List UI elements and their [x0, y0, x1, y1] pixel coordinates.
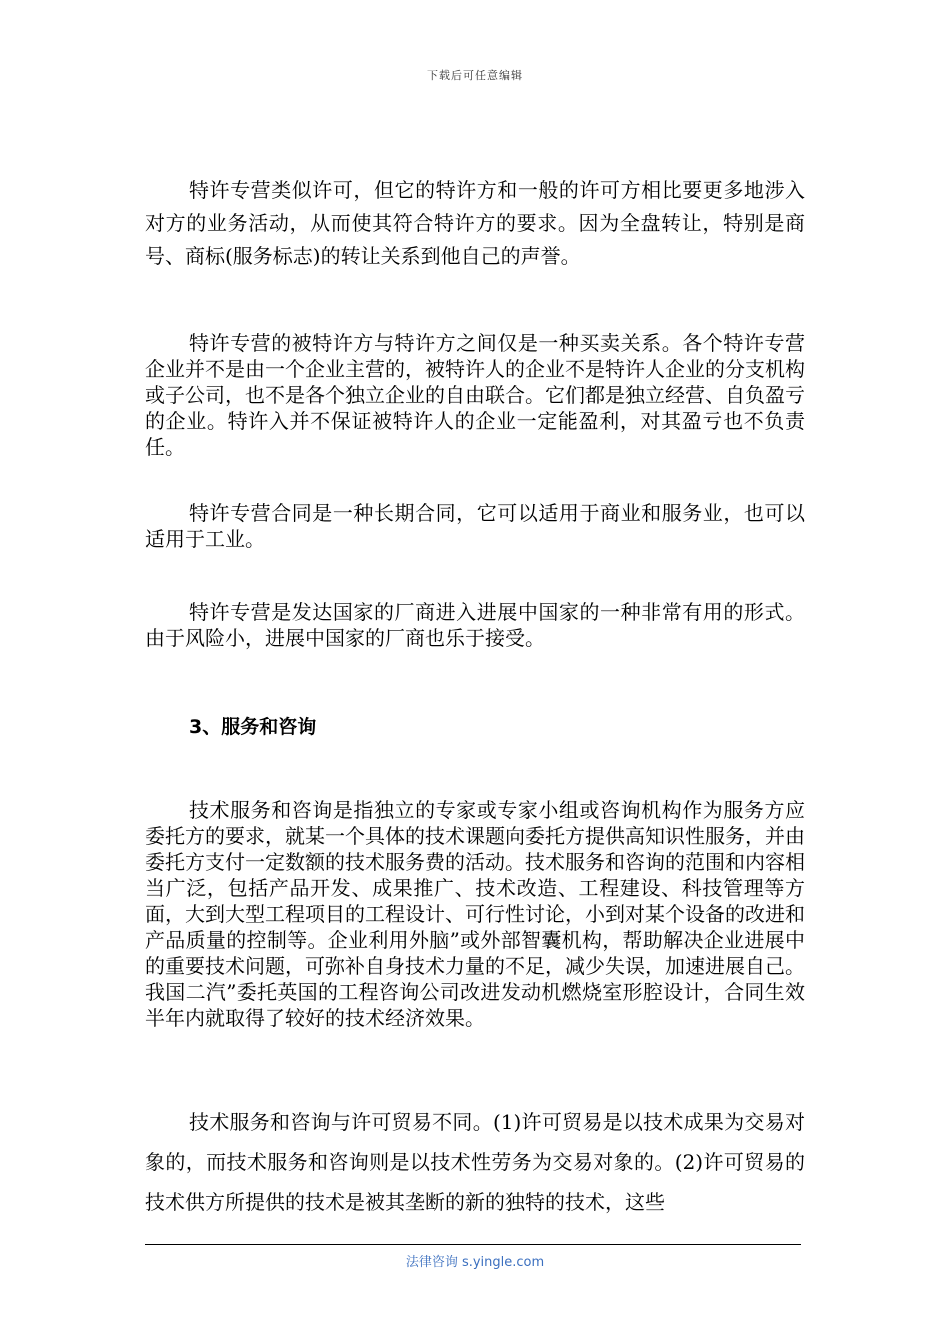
paragraph-franchise-relationship: 特许专营的被特许方与特许方之间仅是一种买卖关系。各个特许专营企业并不是由一个企业主营的，被特许人的企业不是特许人企业的分支机构或子公司，也不是各个独立企业的自由联合。它们都是独立经营、自负盈亏的企业。特许入并不保证被特许人的企业一定能盈利，对其盈亏也不负责任。 [145, 331, 805, 459]
paragraph-consulting-definition: 技术服务和咨询是指独立的专家或专家小组或咨询机构作为服务方应委托方的要求，就某一个具体的技术课题向委托方提供高知识性服务，并由委托方支付一定数额的技术服务费的活动。技术服务和咨询的范围和内容相当广泛，包括产品开发、成果推广、技术改造、工程建设、科技管理等方面，大到大型工程项目的工程设计、可行性讨论，小到对某个设备的改进和产品质量的控制等。企业利用外脑”或外部智囊机构，帮助解决企业进展中的重要技术问题，可弥补自身技术力量的不足，减少失误，加速进展自己。我国二汽”委托英国的工程咨询公司改进发动机燃烧室形腔设计，合同生效半年内就取得了较好的技术经济效果。 [145, 798, 805, 1030]
paragraph-franchise-contract: 特许专营合同是一种长期合同，它可以适用于商业和服务业，也可以适用于工业。 [145, 501, 805, 551]
paragraph-franchise-developing: 特许专营是发达国家的厂商进入进展中国家的一种非常有用的形式。由于风险小，进展中国家的厂商也乐于接受。 [145, 600, 805, 650]
section-heading: 3、服务和咨询 [189, 716, 317, 738]
paragraph-consulting-difference: 技术服务和咨询与许可贸易不同。(1)许可贸易是以技术成果为交易对象的，而技术服务和咨询则是以技术性劳务为交易对象的。(2)许可贸易的技术供方所提供的技术是被其垄断的新的独特的技术，这些 [145, 1110, 805, 1214]
footer-link[interactable]: 法律咨询 s.yingle.com [405, 1255, 545, 1270]
header-note: 下载后可任意编辑 [427, 69, 523, 82]
footer-divider [145, 1244, 801, 1245]
paragraph-franchise-intro: 特许专营类似许可，但它的特许方和一般的许可方相比要更多地涉入对方的业务活动，从而使其符合特许方的要求。因为全盘转让，特别是商号、商标(服务标志)的转让关系到他自己的声誉。 [145, 178, 805, 268]
